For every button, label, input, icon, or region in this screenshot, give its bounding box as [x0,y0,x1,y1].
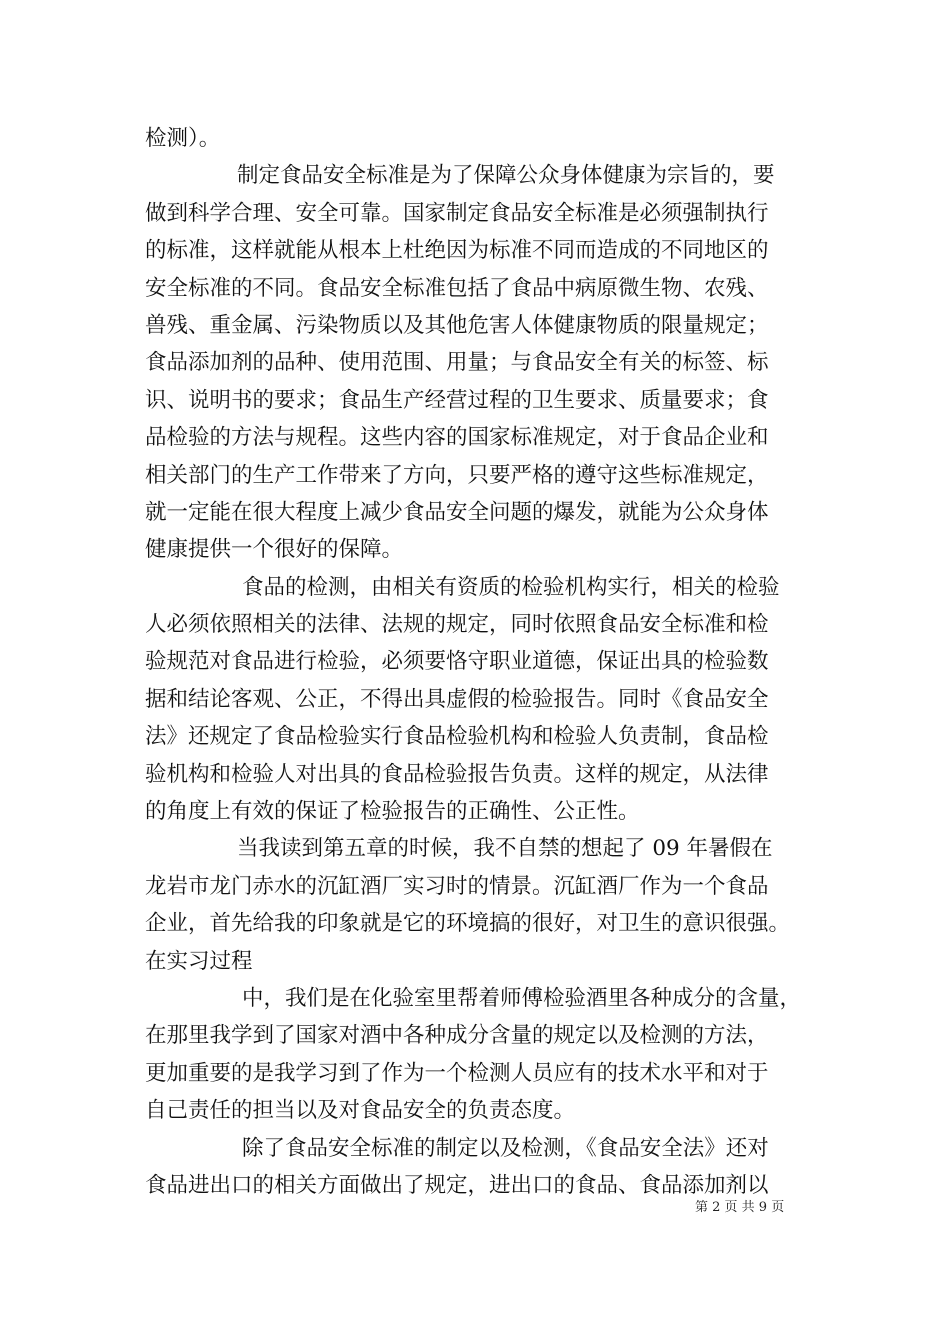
text-line: 食品进出口的相关方面做出了规定，进出口的食品、食品添加剂以 [145,1172,769,1198]
body-text [145,120,825,1204]
text-line: 安全标准的不同。食品安全标准包括了食品中病原微生物、农残、 [145,275,769,301]
text-line: 法》还规定了食品检验实行食品检验机构和检验人负责制，食品检 [145,724,769,750]
text-line: 做到科学合理、安全可靠。国家制定食品安全标准是必须强制执行 [145,200,769,226]
text-line: 的角度上有效的保证了检验报告的正确性、公正性。 [145,799,640,825]
text-line: 检测）。 [145,126,221,151]
text-line: 食品的检测，由相关有资质的检验机构实行，相关的检验 [242,574,780,600]
text-line: 品检验的方法与规程。这些内容的国家标准规定，对于食品企业和 [145,425,769,451]
text-line: 据和结论客观、公正，不得出具虚假的检验报告。同时《食品安全 [145,686,769,712]
text-line: 食品添加剂的品种、使用范围、用量；与食品安全有关的标签、标 [145,350,769,376]
text-line: 就一定能在很大程度上减少食品安全问题的爆发，就能为公众身体 [145,499,769,525]
text-line: 验机构和检验人对出具的食品检验报告负责。这样的规定，从法律 [145,761,769,787]
text-line: 当我读到第五章的时候，我不自禁的想起了 09 年暑假在 [237,836,773,862]
text-line: 中，我们是在化验室里帮着师傅检验酒里各种成分的含量， [242,985,802,1011]
text-line: 的标准，这样就能从根本上杜绝因为标准不同而造成的不同地区的 [145,238,769,264]
text-line: 相关部门的生产工作带来了方向，只要严格的遵守这些标准规定， [145,462,769,488]
text-line: 健康提供一个很好的保障。 [145,537,404,563]
text-line: 人必须依照相关的法律、法规的规定，同时依照食品安全标准和检 [145,612,769,638]
text-line: 企业，首先给我的印象就是它的环境搞的很好，对卫生的意识很强。 [145,911,791,937]
text-line: 更加重要的是我学习到了作为一个检测人员应有的技术水平和对于 [145,1060,769,1086]
page-number: 第 2 页 共 9 页 [695,1200,785,1215]
text-line: 在实习过程 [145,948,253,974]
text-line: 兽残、重金属、污染物质以及其他危害人体健康物质的限量规定； [145,312,769,338]
text-line: 制定食品安全标准是为了保障公众身体健康为宗旨的，要 [237,163,775,189]
text-line: 龙岩市龙门赤水的沉缸酒厂实习时的情景。沉缸酒厂作为一个食品 [145,873,769,899]
text-line: 除了食品安全标准的制定以及检测，《食品安全法》还对 [242,1135,769,1161]
text-line: 自己责任的担当以及对食品安全的负责态度。 [145,1098,576,1124]
text-line: 在那里我学到了国家对酒中各种成分含量的规定以及检测的方法， [145,1023,769,1049]
text-line: 识、说明书的要求；食品生产经营过程的卫生要求、质量要求；食 [145,387,769,413]
text-line: 验规范对食品进行检验，必须要恪守职业道德，保证出具的检验数 [145,649,769,675]
